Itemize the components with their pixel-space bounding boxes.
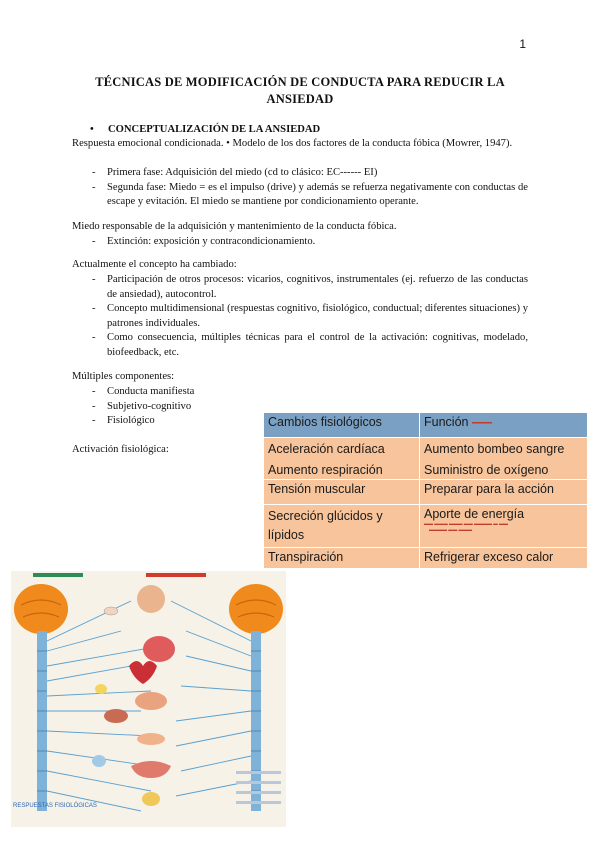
list-item: - Fisiológico	[72, 414, 232, 429]
bullet-icon: •	[90, 124, 94, 135]
table-header-cell: Función ▬▬▬▬	[420, 413, 588, 438]
paragraph-concept-changed: Actualmente el concepto ha cambiado:	[72, 259, 237, 270]
list-item: - Extinción: exposición y contracondicionamiento.	[72, 235, 528, 250]
list-changes	[72, 273, 528, 360]
liver-icon	[104, 709, 128, 723]
list-item: - Segunda fase: Miedo = es el impulso (drive) y además se refuerza negativamente con conductas de escape y evitación. El miedo se mantiene por condicionamiento operante.	[72, 181, 528, 210]
face-icon	[137, 585, 165, 613]
list-item: - Subjetivo-cognitivo	[72, 400, 232, 415]
table-cell: Refrigerar exceso calor	[420, 548, 588, 569]
paragraph-activation: Activación fisiológica:	[72, 444, 169, 455]
annotation-scribble: ▬▬ ▬▬▬ ▬▬▬ ▬▬ ▬▬▬▬ ▬ ▬▬	[424, 521, 509, 526]
spine-left	[37, 631, 47, 811]
bladder-icon	[142, 792, 160, 806]
figure-label: RESPUESTAS FISIOLÓGICAS	[13, 803, 97, 809]
page-title: TÉCNICAS DE MODIFICACIÓN DE CONDUCTA PARA REDUCIR LA ANSIEDAD	[95, 75, 505, 106]
autonomic-nervous-system-figure	[11, 571, 286, 827]
brain-right-icon	[229, 584, 283, 634]
list-components	[72, 385, 232, 429]
table-header-cell: Cambios fisiológicos	[264, 413, 420, 438]
list-item: - Concepto multidimensional (respuestas cognitivo, fisiológico, conductual; diferentes situaciones) y patrones individuales.	[72, 302, 528, 331]
paragraph-components: Múltiples componentes:	[72, 371, 175, 382]
section-heading-text: CONCEPTUALIZACIÓN DE LA ANSIEDAD	[108, 124, 321, 135]
eye-icon	[104, 607, 118, 615]
list-item: - Como consecuencia, múltiples técnicas para el control de la activación: cognitivas, modelado, biofeedback, etc.	[72, 331, 528, 360]
header-bar-left	[33, 573, 83, 577]
table-cell: Aporte de energía ▬▬ ▬▬▬ ▬▬▬ ▬▬ ▬▬▬▬ ▬ ▬▬ ▬▬▬▬ ▬▬ ▬▬▬	[420, 505, 588, 548]
list-extinction	[72, 235, 528, 250]
table-cell: Aumento bombeo sangre Suministro de oxígeno	[420, 438, 588, 480]
section-heading	[90, 124, 320, 135]
list-phases	[72, 166, 528, 210]
brain-left-icon	[14, 584, 68, 634]
table-cell: Preparar para la acción	[420, 480, 588, 505]
list-item: - Primera fase: Adquisición del miedo (cd to clásico: EC------ EI)	[72, 166, 528, 181]
physiological-changes-table	[263, 412, 588, 569]
table-cell: Transpiración	[264, 548, 420, 569]
list-item: - Conducta manifiesta	[72, 385, 232, 400]
header-bar-right	[146, 573, 206, 577]
lungs-icon	[143, 636, 175, 662]
page-number: 1	[519, 37, 526, 51]
table-row	[264, 505, 588, 548]
annotation-scribble: ▬▬▬▬ ▬▬ ▬▬▬	[424, 527, 473, 532]
list-item: - Participación de otros procesos: vicarios, cognitivos, instrumentales (ej. refuerzo de las conductas de ansiedad), autocontrol.	[72, 273, 528, 302]
gland-icon	[95, 684, 107, 694]
table-row	[264, 438, 588, 480]
table-row	[264, 480, 588, 505]
pancreas-icon	[137, 733, 165, 745]
table-cell: Secreción glúcidos y lípidos	[264, 505, 420, 548]
stomach-icon	[135, 692, 167, 710]
table-header-row	[264, 413, 588, 438]
paragraph-conditioned-response: Respuesta emocional condicionada. • Modelo de los dos factores de la conducta fóbica (Mowrer, 1947).	[72, 138, 513, 149]
kidney-icon	[92, 755, 106, 767]
table-row	[264, 548, 588, 569]
table-cell: Tensión muscular	[264, 480, 420, 505]
paragraph-fear: Miedo responsable de la adquisición y mantenimiento de la conducta fóbica.	[72, 221, 397, 232]
table-cell: Aceleración cardíaca Aumento respiración	[264, 438, 420, 480]
